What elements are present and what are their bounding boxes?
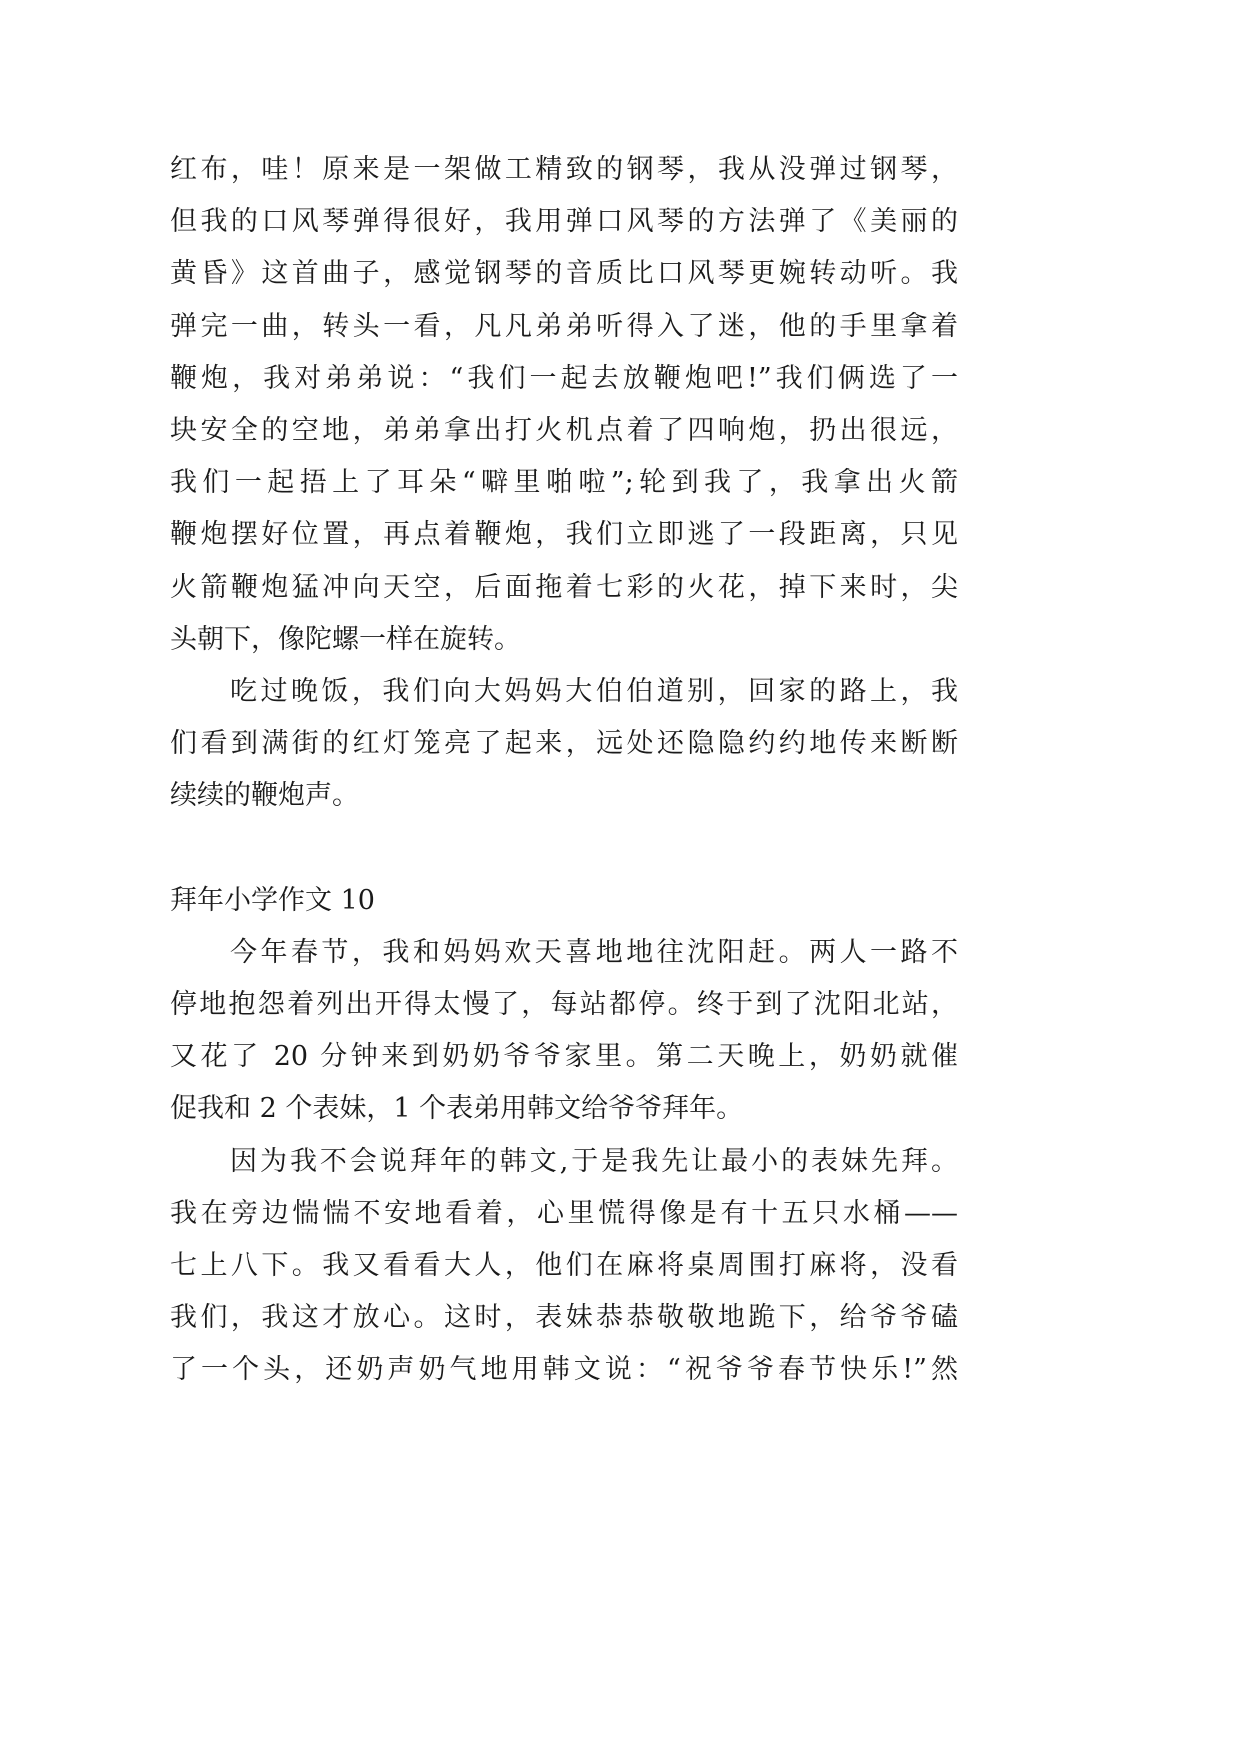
text-line: 促我和 2 个表妹，1 个表弟用韩文给爷爷拜年。	[170, 1093, 744, 1125]
text-line: 红布，哇！原来是一架做工精致的钢琴，我从没弹过钢琴，	[170, 154, 958, 185]
document-body	[170, 144, 958, 1397]
blank-line	[170, 822, 958, 874]
section-heading: 拜年小学作文 10	[170, 884, 375, 916]
paragraph-3	[170, 927, 958, 1136]
text-line: 七上八下。我又看看大人，他们在麻将桌周围打麻将，没看	[170, 1249, 958, 1281]
text-line: 鞭炮，我对弟弟说：“我们一起去放鞭炮吧!”我们俩选了一	[170, 362, 958, 394]
paragraph-4	[170, 1136, 958, 1397]
text-line: 又花了 20 分钟来到奶奶爷爷家里。第二天晚上，奶奶就催	[170, 1041, 958, 1073]
text-line: 火箭鞭炮猛冲向天空，后面拖着七彩的火花，掉下来时，尖	[170, 571, 958, 603]
text-line: 我在旁边惴惴不安地看着，心里慌得像是有十五只水桶——	[170, 1197, 958, 1229]
text-line: 弹完一曲，转头一看，凡凡弟弟听得入了迷，他的手里拿着	[170, 310, 958, 342]
text-line: 续续的鞭炮声。	[170, 780, 359, 812]
text-line: 但我的口风琴弹得很好，我用弹口风琴的方法弹了《美丽的	[170, 206, 958, 238]
text-line: 鞭炮摆好位置，再点着鞭炮，我们立即逃了一段距离，只见	[170, 519, 958, 551]
text-line: 因为我不会说拜年的韩文,于是我先让最小的表妹先拜。	[230, 1145, 958, 1177]
text-line: 黄昏》这首曲子，感觉钢琴的音质比口风琴更婉转动听。我	[170, 258, 958, 290]
text-line: 吃过晚饭，我们向大妈妈大伯伯道别，回家的路上，我	[230, 675, 958, 707]
text-line: 我们，我这才放心。这时，表妹恭恭敬敬地跪下，给爷爷磕	[170, 1302, 958, 1334]
text-line: 块安全的空地，弟弟拿出打火机点着了四响炮，扔出很远，	[170, 414, 958, 446]
text-line: 今年春节，我和妈妈欢天喜地地往沈阳赶。两人一路不	[230, 936, 958, 968]
text-line: 了一个头，还奶声奶气地用韩文说：“祝爷爷春节快乐!”然	[170, 1354, 958, 1386]
text-line: 们看到满街的红灯笼亮了起来，远处还隐隐约约地传来断断	[170, 728, 958, 760]
paragraph-2	[170, 666, 958, 823]
text-line: 头朝下，像陀螺一样在旋转。	[170, 623, 521, 655]
text-line: 我们一起捂上了耳朵“噼里啪啦”;轮到我了，我拿出火箭	[170, 467, 958, 499]
text-line: 停地抱怨着列出开得太慢了，每站都停。终于到了沈阳北站，	[170, 989, 958, 1020]
paragraph-1	[170, 144, 958, 666]
